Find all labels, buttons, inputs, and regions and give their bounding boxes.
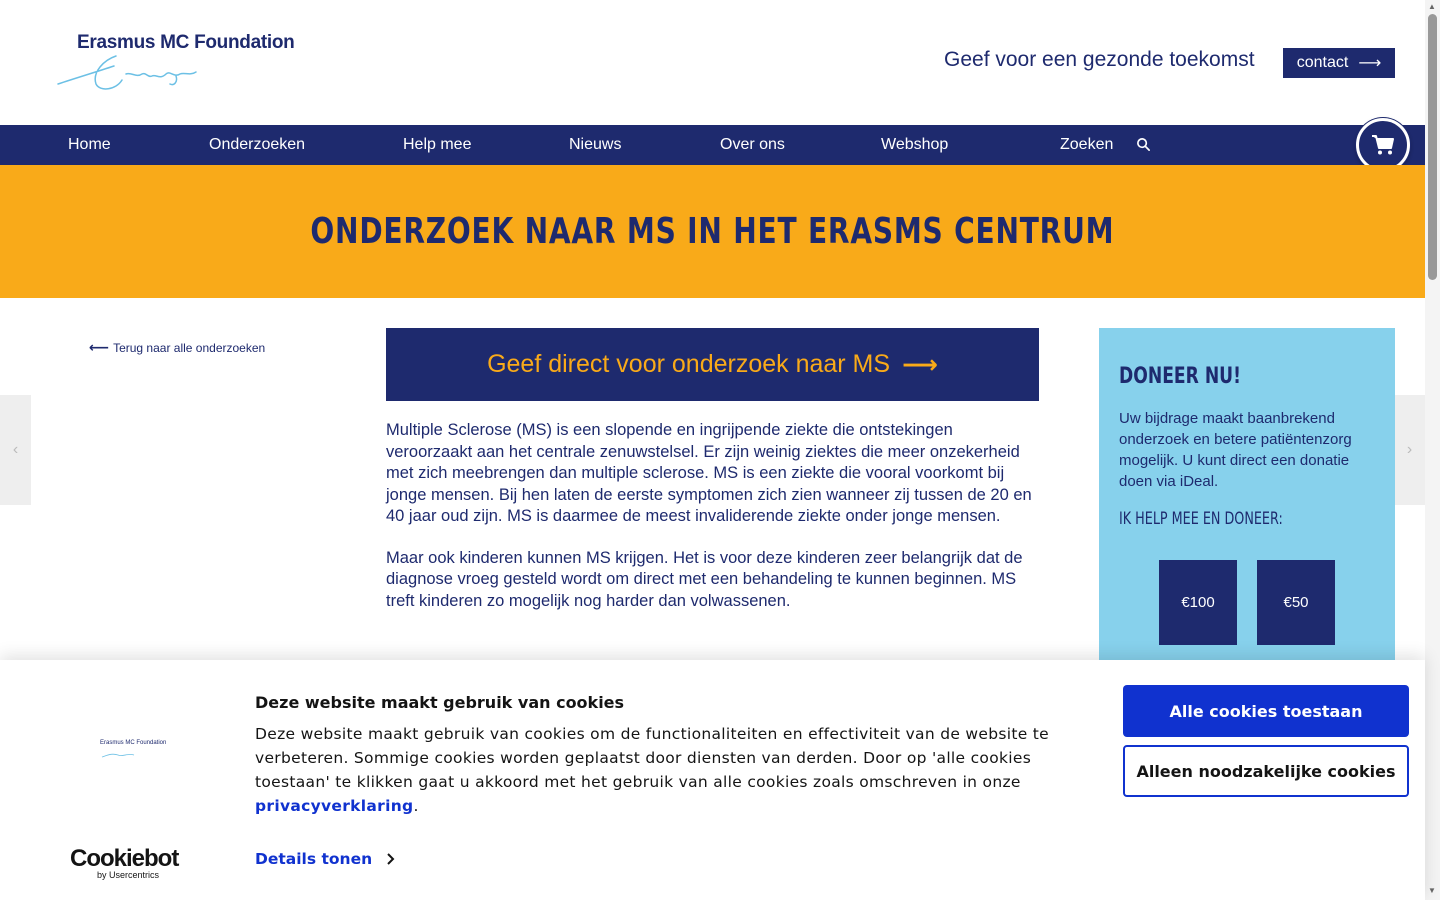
arrow-left-icon: ⟵ [89, 339, 110, 355]
nav-item-help-mee[interactable]: Help mee [403, 136, 472, 153]
cookiebot-name: Cookiebot [70, 845, 179, 872]
arrow-right-icon: ⟶ [1358, 55, 1382, 72]
cookie-text-end: . [413, 797, 419, 815]
cart-icon [1371, 134, 1395, 156]
next-arrow-icon[interactable]: › [1394, 395, 1425, 505]
donate-widget-text: Uw bijdrage maakt baanbrekend onderzoek en betere patiëntenzorg mogelijk. U kunt direct een donatie doen via iDeal. [1119, 410, 1352, 490]
cookie-text [255, 722, 1055, 818]
shopping-cart-button[interactable] [1356, 118, 1410, 172]
donate-widget-subtitle: IK HELP MEE EN DONEER: [1119, 509, 1283, 529]
prev-arrow-icon[interactable]: ‹ [0, 395, 31, 505]
scrollbar[interactable] [1425, 0, 1440, 900]
amount-100-button[interactable]: €100 [1159, 560, 1237, 645]
amount-50-button[interactable]: €50 [1257, 560, 1335, 645]
cookie-text-body: Deze website maakt gebruik van cookies om de functionaliteiten en effectiviteit van de website te verbeteren. Sommige cookies worden geplaatst door diensten van derden. Door op 'alle cookies toestaan' te klikken gaat u akkoord met het gebruik van alle cookies zoals omschreven in onze [255, 725, 1049, 791]
contact-label: contact [1296, 54, 1349, 71]
paragraph: Multiple Sclerose (MS) is een slopende en ingrijpende ziekte die ontstekingen veroorzaakt aan het centrale zenuwstelsel. Er zijn weinig ziektes die meer onzekerheid met zich meebrengen dan multiple sclerose. MS is een ziekte die vooral voorkomt bij jonge mensen. Bij hen laten de eerste symptomen zich zien wanneer zij tussen de 20 en 40 jaar oud zijn. MS is daarmee de meest invaliderende ziekte onder jonge mensen. [386, 421, 1032, 525]
nav-item-nieuws[interactable]: Nieuws [569, 136, 622, 153]
donate-banner-label: Geef direct voor onderzoek naar MS [487, 350, 891, 378]
nav-item-over-ons[interactable]: Over ons [720, 136, 785, 153]
nav-item-onderzoeken[interactable]: Onderzoeken [209, 136, 306, 153]
scroll-down-icon[interactable]: ▼ [1428, 886, 1436, 895]
tagline: Geef voor een gezonde toekomst [944, 48, 1255, 71]
cookie-banner [0, 660, 1425, 900]
nav-item-home[interactable]: Home [68, 136, 111, 153]
signature-icon [100, 751, 140, 759]
back-to-research-link[interactable] [89, 339, 265, 356]
article-body [386, 420, 1039, 632]
search-icon[interactable] [1136, 137, 1151, 152]
hero-banner [0, 165, 1425, 298]
donate-widget [1099, 328, 1395, 668]
signature-icon [56, 50, 206, 94]
donate-ms-button[interactable] [386, 328, 1039, 401]
logo-text: Erasmus MC Foundation [77, 32, 295, 53]
cookiebot-sub: by Usercentrics [97, 870, 160, 880]
details-label: Details tonen [255, 850, 373, 868]
cookie-logo-text: Erasmus MC Foundation [100, 740, 167, 746]
main-nav [0, 125, 1425, 165]
details-toggle[interactable] [255, 850, 395, 868]
nav-item-zoeken[interactable]: Zoeken [1060, 136, 1114, 153]
donate-widget-title: DONEER NU! [1119, 364, 1241, 389]
necessary-cookies-button[interactable]: Alleen noodzakelijke cookies [1123, 745, 1409, 797]
privacy-link[interactable]: privacyverklaring [255, 797, 414, 815]
back-link-label: Terug naar alle onderzoeken [113, 340, 266, 355]
contact-button[interactable] [1283, 48, 1395, 78]
scroll-up-icon[interactable]: ▲ [1428, 2, 1436, 11]
paragraph: Maar ook kinderen kunnen MS krijgen. Het is voor deze kinderen zeer belangrijk dat de diagnose vroeg gesteld wordt om direct met een behandeling te kunnen beginnen. MS treft kinderen zo mogelijk nog harder dan volwassenen. [386, 548, 1023, 610]
scroll-thumb[interactable] [1428, 14, 1437, 280]
cookiebot-logo[interactable] [70, 845, 178, 880]
cookie-title: Deze website maakt gebruik van cookies [255, 693, 625, 712]
page-title: ONDERZOEK NAAR MS IN HET ERASMS CENTRUM [310, 211, 1115, 252]
arrow-right-icon: ⟶ [902, 350, 938, 379]
erasmus-mc-foundation-logo[interactable] [56, 28, 296, 98]
cookie-site-logo [100, 740, 167, 756]
site-header [0, 0, 1425, 125]
nav-item-webshop[interactable]: Webshop [881, 136, 949, 153]
allow-all-cookies-button[interactable]: Alle cookies toestaan [1123, 685, 1409, 737]
chevron-right-icon [386, 852, 395, 866]
